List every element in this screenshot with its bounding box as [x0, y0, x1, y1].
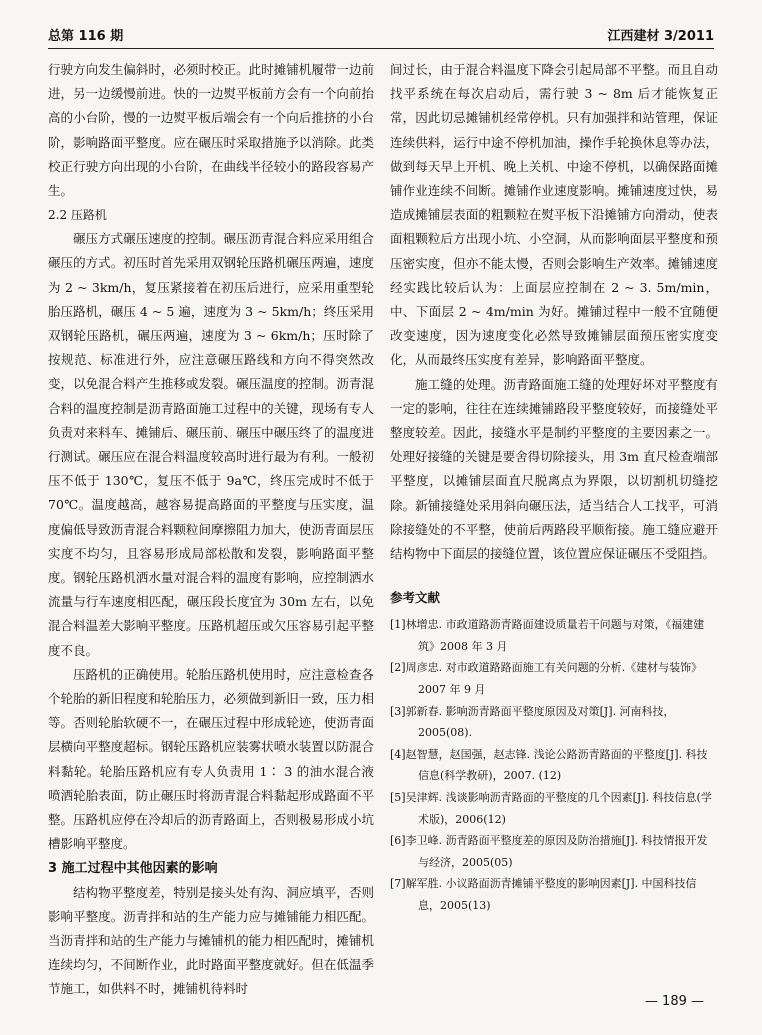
reference-item: [6]李卫峰. 沥青路面平整度差的原因及防治措施[J]. 科技情报开发与经济，2005(05): [390, 834, 708, 869]
issue-number: 总第 116 期: [48, 29, 124, 44]
right-column: [390, 58, 718, 917]
body-paragraph: 间过长，由于混合料温度下降会引起局部不平整。而且自动找平系统在每次启动后，需行驶 3 ~ 8m 后才能恢复正常，因此切忌摊铺机经常停机。只有加强拌和站管理，保证连续供料，运行中途不停机加油，操作手轮换休息等办法，做到每天早上开机、晚上关机、中途不停机，以确保路面摊铺作业连续不间断。摊铺作业速度影响。摊铺速度过快，易造成摊铺层表面的粗颗粒在熨平板下沿摊铺方向滑动，使表面粗颗粒后方出现小坑、小空洞，从而影响面层平整度和预压密实度，但亦不能太慢，否则会影响生产效率。摊铺速度经实践比较后认为：上面层应控制在 2 ~ 3. 5m/min，中、下面层 2 ~ 4m/min 为好。摊铺过程中一般不宜随便改变速度，因为速度变化必然导致摊铺层面预压密实度变化，从而最终压实度有差异，影响路面平整度。: [390, 62, 718, 368]
subsection-heading: 2.2 压路机: [48, 208, 107, 223]
reference-item: [4]赵智慧，赵国强，赵志锋. 浅论公路沥青路面的平整度[J]. 科技信息(科学教研)，2007. (12): [390, 747, 708, 783]
page-number: — 189 —: [644, 994, 704, 1009]
section-heading: 3 施工过程中其他因素的影响: [48, 860, 218, 876]
reference-list: [390, 614, 718, 916]
body-paragraph: 碾压方式碾压速度的控制。碾压沥青混合料应采用组合碾压的方式。初压时首先采用双钢轮压路机碾压两遍，速度为 2 ~ 3km/h，复压紧接着在初压后进行，应采用重型轮胎压路机，碾压 4 ~ 5 遍，速度为 3 ~ 5km/h；终压采用双钢轮压路机，碾压两遍，速度为 3 ~ 6km/h；压时除了按规范、标准进行外，应注意碾压路线和方向不得突然改变，以免混合料产生推移或发裂。碾压温度的控制。沥青混合料的温度控制是沥青路面施工过程中的关键，现场有专人负责对来料车、摊铺后、碾压前、碾压中碾压终了的温度进行测试。碾压应在混合料温度较高时进行最为有利。一般初压不低于 130℃，复压不低于 9a℃，终压完成时不低于 70℃。温度越高，越容易提高路面的平整度与压实度，温度偏低导致沥青混合料颗粒间摩擦阻力加大，使沥青面层压实度不均匀，且容易形成局部松散和发裂，影响路面平整度。钢轮压路机洒水量对混合料的温度有影响，应控制洒水流量与行车速度相匹配，碾压段长度宜为 30m 左右，以免混合料温差大影响平整度。压路机超压或欠压容易引起平整度不良。: [48, 231, 374, 658]
body-paragraph: 压路机的正确使用。轮胎压路机使用时，应注意检查各个轮胎的新旧程度和轮胎压力，必须做到新旧一致，压力相等。否则轮胎软硬不一，在碾压过程中形成轮迹，使沥青面层横向平整度超标。钢轮压路机应装雾状喷水装置以防混合料黏轮。轮胎压路机应有专人负责用 1∶ 3 的油水混合液喷洒轮胎表面，防止碾压时将沥青混合料黏起形成路面不平整。压路机应停在冷却后的沥青路面上，否则极易形成小坑槽影响平整度。: [48, 666, 374, 852]
right-column-body: [390, 58, 718, 566]
body-paragraph: 行驶方向发生偏斜时，必须时校正。此时摊铺机履带一边前进，另一边缓慢前进。快的一边熨平板前方会有一个向前抬高的小台阶，慢的一边熨平板后端会有一个向后推挤的小台阶，影响路面平整度。应在碾压时采取措施予以消除。此类校正行驶方向出现的小台阶，在曲线半径较小的路段容易产生。: [48, 62, 374, 199]
body-paragraph: 结构物平整度差，特别是接头处有沟、洞应填平，否则影响平整度。沥青拌和站的生产能力应与摊铺能力相匹配。当沥青拌和站的生产能力与摊铺机的能力相匹配时，摊铺机连续均匀，不间断作业，此时路面平整度就好。但在低温季节施工，如供料不时，摊铺机待料时: [48, 884, 374, 997]
references-heading: 参考文献: [390, 590, 441, 606]
reference-item: [2]周彦忠. 对市政道路路面施工有关问题的分析.《建材与装饰》2007 年 9 月: [390, 661, 703, 697]
running-header: [48, 20, 714, 49]
reference-item: [3]郭新春. 影响沥青路面平整度原因及对策[J]. 河南科技，2005(08).: [390, 704, 675, 740]
reference-item: [1]林增忠. 市政道路沥青路面建设质量若干问题与对策，《福建建筑》2008 年 3 月: [390, 618, 705, 653]
reference-item: [5]吴津辉. 浅谈影响沥青路面的平整度的几个因素[J]. 科技信息(学术版)，2006(12): [390, 791, 712, 826]
reference-item: [7]解军胜. 小议路面沥青摊铺平整度的影响因素[J]. 中国科技信息，2005(13): [390, 877, 697, 912]
body-paragraph: 施工缝的处理。沥青路面施工缝的处理好坏对平整度有一定的影响，往往在连续摊铺路段平整度较好，而接缝处平整度较差。因此，接缝水平是制约平整度的主要因素之一。处理好接缝的关键是要舍得切除接头，用 3m 直尺检查端部平整度，以摊铺层面直尺脱离点为界限，以切割机切缝挖除。新铺接缝处采用斜向碾压法，适当结合人工找平，可消除接缝处的不平整，使前后两路段平顺衔接。施工缝应避开结构物中下面层的接缝位置，该位置应保证碾压不受阻挡。: [390, 376, 718, 562]
left-column: [48, 58, 374, 1002]
journal-name-issue: 江西建材 3/2011: [607, 29, 714, 44]
